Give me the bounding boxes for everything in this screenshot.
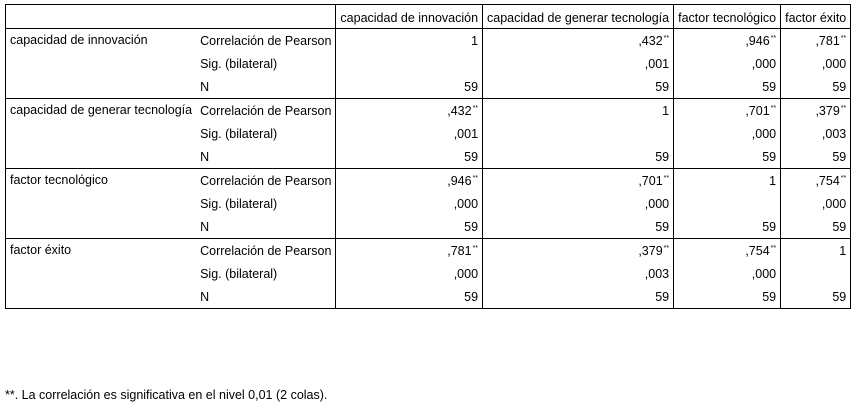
value-cell — [483, 145, 674, 169]
value-text: 59 — [464, 79, 479, 94]
value-text: 1 — [839, 243, 847, 258]
row-group-label: factor éxito — [6, 239, 197, 309]
value-cell — [781, 192, 851, 215]
value-cell — [674, 169, 781, 193]
value-text: 59 — [762, 219, 777, 234]
value-text: 1 — [769, 173, 777, 188]
value-cell — [781, 52, 851, 75]
value-text: ,781 — [447, 243, 472, 258]
value-cell — [483, 192, 674, 215]
value-text: ,000 — [751, 56, 777, 71]
significance-marker: ** — [472, 104, 479, 112]
value-text: ,754 — [745, 243, 770, 258]
value-cell — [483, 262, 674, 285]
significance-marker: ** — [770, 34, 777, 42]
significance-marker: ** — [472, 174, 479, 182]
header-capacidad-generar-tecnologia: capacidad de generar tecnología — [483, 5, 674, 29]
value-text: 59 — [655, 289, 670, 304]
value-text: 59 — [832, 149, 847, 164]
value-cell — [674, 262, 781, 285]
significance-marker: ** — [663, 174, 670, 182]
value-text: ,000 — [453, 266, 479, 281]
value-text: ,781 — [815, 33, 840, 48]
value-text: 59 — [832, 219, 847, 234]
value-cell — [483, 75, 674, 99]
value-text: 59 — [832, 79, 847, 94]
table-row — [6, 99, 851, 123]
value-cell — [483, 169, 674, 193]
value-cell — [674, 29, 781, 53]
stat-label: Correlación de Pearson — [196, 29, 336, 53]
value-cell — [483, 215, 674, 239]
value-cell — [483, 99, 674, 123]
value-text: ,000 — [751, 126, 777, 141]
value-cell — [336, 215, 483, 239]
value-cell — [336, 75, 483, 99]
value-cell — [781, 145, 851, 169]
stat-label: Correlación de Pearson — [196, 239, 336, 263]
value-cell — [781, 262, 851, 285]
value-cell — [781, 169, 851, 193]
significance-marker: ** — [840, 34, 847, 42]
value-cell — [781, 122, 851, 145]
value-cell — [674, 99, 781, 123]
value-cell — [336, 29, 483, 53]
value-cell — [674, 75, 781, 99]
value-text: 1 — [662, 103, 670, 118]
header-factor-exito: factor éxito — [781, 5, 851, 29]
value-text: ,000 — [821, 56, 847, 71]
stat-label: Correlación de Pearson — [196, 169, 336, 193]
value-cell — [781, 99, 851, 123]
value-text: ,379 — [815, 103, 840, 118]
value-cell — [674, 239, 781, 263]
stat-label: Correlación de Pearson — [196, 99, 336, 123]
value-cell — [674, 122, 781, 145]
value-text: 59 — [655, 79, 670, 94]
significance-marker: ** — [770, 244, 777, 252]
value-text: ,000 — [821, 196, 847, 211]
value-cell — [674, 52, 781, 75]
significance-marker: ** — [472, 244, 479, 252]
table-row — [6, 169, 851, 193]
value-cell — [336, 169, 483, 193]
stat-label: N — [196, 145, 336, 169]
correlation-table-container — [5, 4, 851, 309]
value-text: ,379 — [638, 243, 663, 258]
correlation-table — [5, 4, 851, 309]
value-cell — [336, 192, 483, 215]
value-cell — [781, 75, 851, 99]
significance-marker: ** — [663, 34, 670, 42]
value-text: 1 — [471, 33, 479, 48]
stat-label: N — [196, 285, 336, 309]
value-cell — [483, 29, 674, 53]
header-capacidad-innovacion: capacidad de innovación — [336, 5, 483, 29]
value-text: ,000 — [453, 196, 479, 211]
value-cell — [483, 122, 674, 145]
value-text: ,946 — [745, 33, 770, 48]
header-factor-tecnologico: factor tecnológico — [674, 5, 781, 29]
significance-marker: ** — [770, 104, 777, 112]
stat-label: N — [196, 215, 336, 239]
value-cell — [781, 29, 851, 53]
value-text: 59 — [655, 149, 670, 164]
value-text: ,001 — [453, 126, 479, 141]
stat-label: N — [196, 75, 336, 99]
value-cell — [483, 285, 674, 309]
value-cell — [336, 52, 483, 75]
value-text: 59 — [762, 289, 777, 304]
value-text: ,701 — [638, 173, 663, 188]
header-row — [6, 5, 851, 29]
stat-label: Sig. (bilateral) — [200, 56, 278, 71]
value-text: 59 — [655, 219, 670, 234]
value-cell — [674, 192, 781, 215]
value-text: ,003 — [644, 266, 670, 281]
value-text: ,754 — [815, 173, 840, 188]
table-row — [6, 239, 851, 263]
value-text: ,432 — [638, 33, 663, 48]
table-body — [6, 29, 851, 309]
value-text: ,001 — [644, 56, 670, 71]
value-cell — [674, 145, 781, 169]
row-group-label: capacidad de innovación — [6, 29, 197, 99]
value-text: ,000 — [751, 266, 777, 281]
value-cell — [674, 285, 781, 309]
row-group-label: factor tecnológico — [6, 169, 197, 239]
significance-marker: ** — [663, 244, 670, 252]
significance-marker: ** — [840, 104, 847, 112]
value-text: 59 — [762, 149, 777, 164]
value-text: 59 — [832, 289, 847, 304]
value-cell — [781, 285, 851, 309]
value-text: 59 — [464, 219, 479, 234]
value-cell — [781, 215, 851, 239]
value-text: ,000 — [644, 196, 670, 211]
value-text: 59 — [464, 149, 479, 164]
row-group-label: capacidad de generar tecnología — [6, 99, 197, 169]
value-cell — [336, 122, 483, 145]
value-cell — [336, 285, 483, 309]
value-cell — [336, 145, 483, 169]
footnote: **. La correlación es significativa en el nivel 0,01 (2 colas). — [5, 388, 328, 402]
value-cell — [336, 262, 483, 285]
stat-label: Sig. (bilateral) — [200, 196, 278, 211]
value-text: ,946 — [447, 173, 472, 188]
value-cell — [336, 99, 483, 123]
stat-label: Sig. (bilateral) — [200, 126, 278, 141]
value-cell — [483, 52, 674, 75]
table-row — [6, 29, 851, 53]
value-text: ,701 — [745, 103, 770, 118]
value-text: ,432 — [447, 103, 472, 118]
value-text: 59 — [464, 289, 479, 304]
value-text: 59 — [762, 79, 777, 94]
value-cell — [483, 239, 674, 263]
stat-label: Sig. (bilateral) — [200, 266, 278, 281]
significance-marker: ** — [840, 174, 847, 182]
value-text: ,003 — [821, 126, 847, 141]
value-cell — [336, 239, 483, 263]
header-corner — [6, 5, 336, 29]
value-cell — [781, 239, 851, 263]
value-cell — [674, 215, 781, 239]
